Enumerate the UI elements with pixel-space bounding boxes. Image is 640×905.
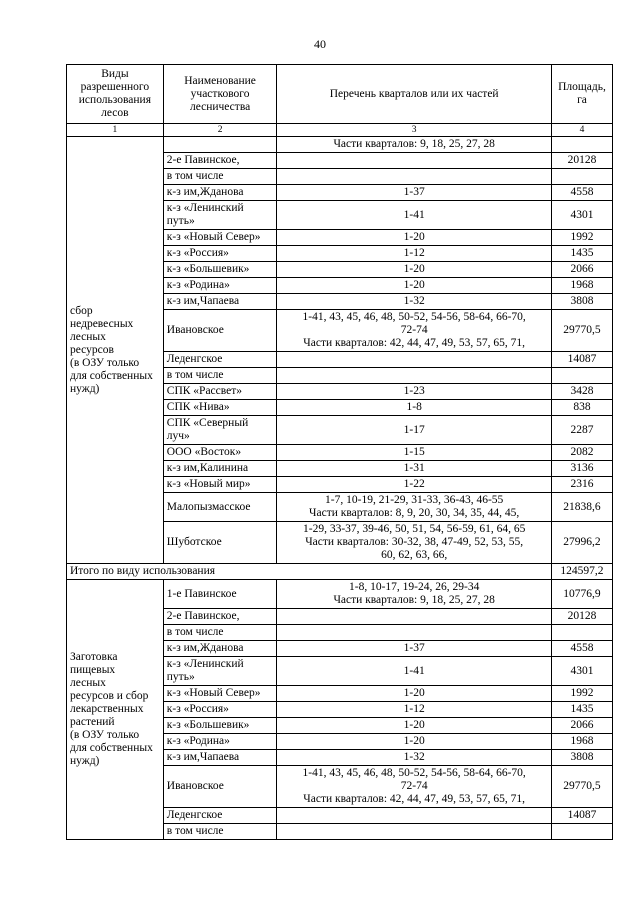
quarters-cell: 1-41: [277, 201, 552, 230]
forestry-name-cell: Ивановское: [163, 766, 277, 808]
area-cell: 4301: [551, 201, 612, 230]
area-cell: 3808: [551, 750, 612, 766]
quarters-cell: 1-41: [277, 657, 552, 686]
quarters-cell: [277, 625, 552, 641]
total-area: 124597,2: [551, 564, 612, 580]
quarters-cell: [277, 609, 552, 625]
quarters-cell: 1-20: [277, 230, 552, 246]
forestry-name-cell: Ивановское: [163, 310, 277, 352]
forestry-name-cell: Леденгское: [163, 808, 277, 824]
column-number-row: [67, 124, 613, 137]
area-cell: [551, 625, 612, 641]
header-forestry-name: Наименование участкового лесничества: [163, 65, 277, 124]
total-label: Итого по виду использования: [67, 564, 552, 580]
forestry-name-cell: к-з «Родина»: [163, 278, 277, 294]
quarters-cell: [277, 169, 552, 185]
forestry-name-cell: [163, 137, 277, 153]
area-cell: [551, 137, 612, 153]
forestry-name-cell: к-з «Новый Север»: [163, 230, 277, 246]
quarters-cell: 1-23: [277, 384, 552, 400]
use-type-cell: Заготовка пищевых лесных ресурсов и сбор лекарственных растений (в ОЗУ только для собственных нужд): [67, 580, 164, 840]
area-cell: [551, 169, 612, 185]
quarters-cell: 1-32: [277, 750, 552, 766]
area-cell: 1992: [551, 686, 612, 702]
column-number: 4: [551, 124, 612, 137]
table-row: [67, 137, 613, 153]
quarters-cell: 1-41, 43, 45, 46, 48, 50-52, 54-56, 58-64, 66-70, 72-74 Части кварталов: 42, 44, 47, 49, 53, 57, 65, 71,: [277, 310, 552, 352]
forestry-name-cell: к-з «Ленинский путь»: [163, 201, 277, 230]
area-cell: 20128: [551, 153, 612, 169]
header-area: Площадь, га: [551, 65, 612, 124]
quarters-cell: 1-29, 33-37, 39-46, 50, 51, 54, 56-59, 61, 64, 65 Части кварталов: 30-32, 38, 47-49, 52, 53, 55, 60, 62, 63, 66,: [277, 522, 552, 564]
area-cell: 1435: [551, 702, 612, 718]
forestry-name-cell: к-з им,Жданова: [163, 641, 277, 657]
forestry-name-cell: Шуботское: [163, 522, 277, 564]
area-cell: 2066: [551, 718, 612, 734]
quarters-cell: [277, 824, 552, 840]
forestry-name-cell: 2-е Павинское,: [163, 153, 277, 169]
area-cell: 29770,5: [551, 766, 612, 808]
quarters-cell: [277, 352, 552, 368]
total-row: [67, 564, 613, 580]
forestry-name-cell: к-з «Новый Север»: [163, 686, 277, 702]
area-cell: 2066: [551, 262, 612, 278]
area-cell: 838: [551, 400, 612, 416]
forestry-name-cell: Малопызмасское: [163, 493, 277, 522]
forestry-name-cell: СПК «Северный луч»: [163, 416, 277, 445]
forestry-name-cell: в том числе: [163, 169, 277, 185]
area-cell: 3136: [551, 461, 612, 477]
quarters-cell: 1-20: [277, 734, 552, 750]
area-cell: 10776,9: [551, 580, 612, 609]
area-cell: 2287: [551, 416, 612, 445]
area-cell: 20128: [551, 609, 612, 625]
area-cell: 2082: [551, 445, 612, 461]
quarters-cell: 1-20: [277, 686, 552, 702]
forestry-name-cell: к-з им,Чапаева: [163, 294, 277, 310]
quarters-cell: 1-20: [277, 262, 552, 278]
area-cell: 1992: [551, 230, 612, 246]
quarters-cell: 1-12: [277, 246, 552, 262]
area-cell: 3808: [551, 294, 612, 310]
column-number: 1: [67, 124, 164, 137]
forestry-name-cell: СПК «Рассвет»: [163, 384, 277, 400]
area-cell: 14087: [551, 808, 612, 824]
area-cell: 4558: [551, 185, 612, 201]
table-header-row: [67, 65, 613, 124]
forestry-name-cell: 2-е Павинское,: [163, 609, 277, 625]
quarters-cell: [277, 153, 552, 169]
forestry-name-cell: 1-е Павинское: [163, 580, 277, 609]
forestry-name-cell: Леденгское: [163, 352, 277, 368]
quarters-cell: [277, 368, 552, 384]
forestry-name-cell: к-з им,Чапаева: [163, 750, 277, 766]
area-cell: [551, 824, 612, 840]
use-type-cell: сбор недревесных лесных ресурсов (в ОЗУ только для собственных нужд): [67, 137, 164, 564]
area-cell: 3428: [551, 384, 612, 400]
quarters-cell: 1-7, 10-19, 21-29, 31-33, 36-43, 46-55 Части кварталов: 8, 9, 20, 30, 34, 35, 44, 45,: [277, 493, 552, 522]
forestry-name-cell: к-з им,Калинина: [163, 461, 277, 477]
area-cell: 2316: [551, 477, 612, 493]
forestry-name-cell: СПК «Нива»: [163, 400, 277, 416]
header-quarters: Перечень кварталов или их частей: [277, 65, 552, 124]
forestry-name-cell: в том числе: [163, 625, 277, 641]
area-cell: 1435: [551, 246, 612, 262]
table-body: [67, 65, 613, 840]
area-cell: 21838,6: [551, 493, 612, 522]
quarters-cell: 1-32: [277, 294, 552, 310]
area-cell: 29770,5: [551, 310, 612, 352]
quarters-cell: 1-17: [277, 416, 552, 445]
forestry-name-cell: к-з «Россия»: [163, 702, 277, 718]
column-number: 3: [277, 124, 552, 137]
quarters-cell: 1-41, 43, 45, 46, 48, 50-52, 54-56, 58-64, 66-70, 72-74 Части кварталов: 42, 44, 47, 49, 53, 57, 65, 71,: [277, 766, 552, 808]
quarters-cell: 1-8, 10-17, 19-24, 26, 29-34 Части кварталов: 9, 18, 25, 27, 28: [277, 580, 552, 609]
forestry-name-cell: к-з «Новый мир»: [163, 477, 277, 493]
forestry-name-cell: к-з «Большевик»: [163, 262, 277, 278]
forestry-name-cell: в том числе: [163, 824, 277, 840]
area-cell: 14087: [551, 352, 612, 368]
area-cell: 27996,2: [551, 522, 612, 564]
quarters-cell: 1-22: [277, 477, 552, 493]
quarters-cell: 1-31: [277, 461, 552, 477]
forestry-name-cell: к-з им,Жданова: [163, 185, 277, 201]
forestry-name-cell: к-з «Ленинский путь»: [163, 657, 277, 686]
quarters-cell: 1-37: [277, 185, 552, 201]
header-use-type: Виды разрешенного использования лесов: [67, 65, 164, 124]
area-cell: 4558: [551, 641, 612, 657]
area-cell: 4301: [551, 657, 612, 686]
area-cell: 1968: [551, 734, 612, 750]
table-row: [67, 580, 613, 609]
forestry-name-cell: к-з «Россия»: [163, 246, 277, 262]
area-cell: [551, 368, 612, 384]
forestry-name-cell: в том числе: [163, 368, 277, 384]
quarters-cell: 1-20: [277, 718, 552, 734]
forest-use-table: [66, 64, 613, 840]
page-number: 40: [314, 37, 326, 51]
quarters-cell: [277, 808, 552, 824]
quarters-cell: 1-20: [277, 278, 552, 294]
quarters-cell: 1-12: [277, 702, 552, 718]
forestry-name-cell: к-з «Большевик»: [163, 718, 277, 734]
quarters-cell: 1-8: [277, 400, 552, 416]
forestry-name-cell: ООО «Восток»: [163, 445, 277, 461]
forestry-name-cell: к-з «Родина»: [163, 734, 277, 750]
quarters-cell: 1-15: [277, 445, 552, 461]
area-cell: 1968: [551, 278, 612, 294]
quarters-cell: 1-37: [277, 641, 552, 657]
column-number: 2: [163, 124, 277, 137]
quarters-cell: Части кварталов: 9, 18, 25, 27, 28: [277, 137, 552, 153]
